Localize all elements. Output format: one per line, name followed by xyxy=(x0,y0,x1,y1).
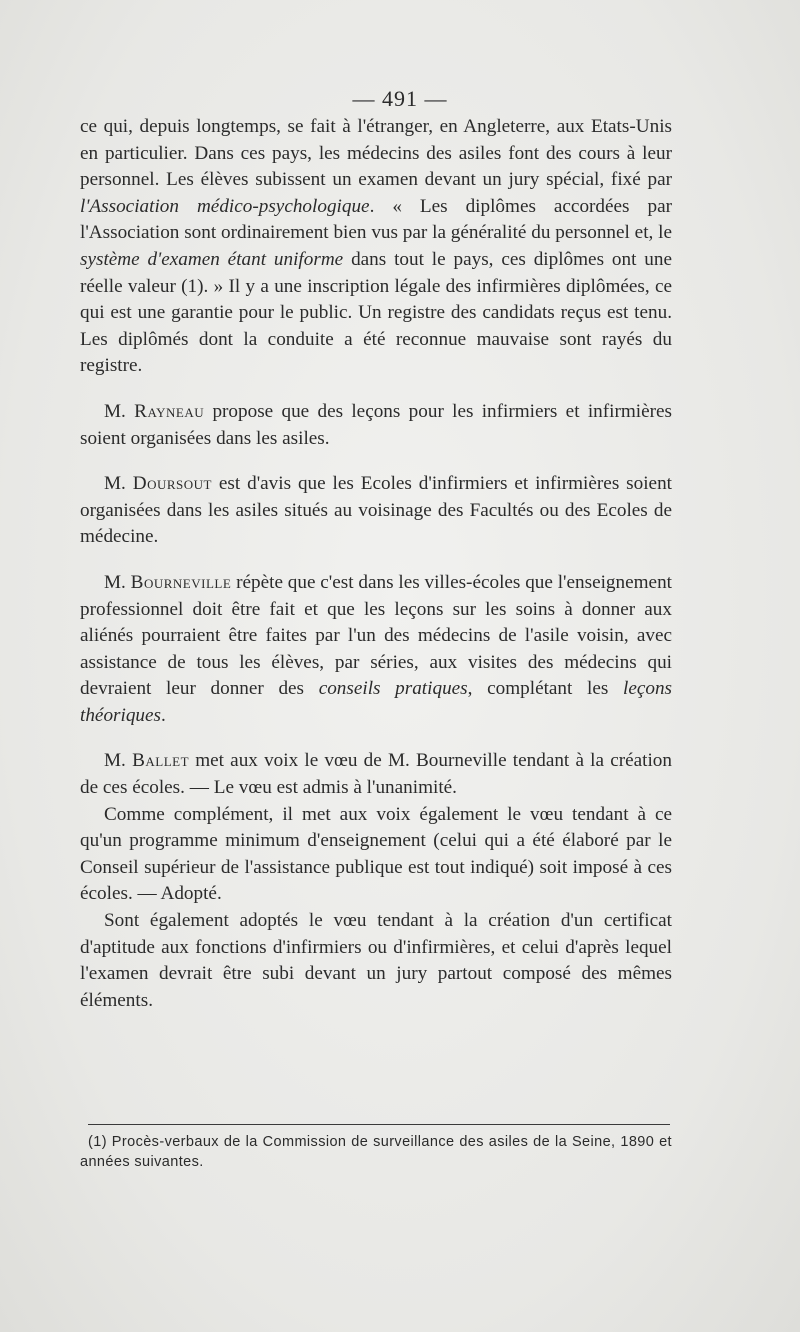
speaker-name: Ballet xyxy=(132,750,190,772)
paragraph-text: ce qui, depuis longtemps, se fait à l'étranger, en Angleterre, aux Etats-Unis en particulier. Dans ces pays, les médecins des asiles font des cours à leur personnel. Les élèves subissent un examen devant un jury spécial, fixé par xyxy=(80,116,672,191)
paragraph-text: dans tout le pays, ces diplômes ont une réelle valeur (1). » Il y a une inscription légale des infirmières diplômées, ce qui est une garantie pour le public. Un registre des candidats reçus est tenu. Les diplômés dont la conduite a été reconnue mauvaise sont rayés du registre. xyxy=(80,248,672,377)
paragraph-text: . xyxy=(161,704,166,726)
paragraph-text: est d'avis que les Ecoles d'infirmiers et infirmières soient organisées dans les asiles situés au voisinage des Facultés ou des Ecoles de médecine. xyxy=(80,473,672,548)
paragraph-text: répète que c'est dans les villes-écoles que l'enseignement professionnel doit être fait et que les leçons sur les soins à donner aux aliénés pourraient être faites par l'un des médecins de l'asile voisin, avec assistance de tous les élèves, par séries, aux visites des médecins qui devraient leur donner des xyxy=(80,571,672,700)
paragraph-bourneville xyxy=(80,570,672,730)
italic-practical-advice: conseils pratiques xyxy=(318,678,468,700)
paragraph-text: met aux voix le vœu de M. Bourneville tendant à la création de ces écoles. — Le vœu est admis à l'unanimité. xyxy=(80,750,672,799)
italic-association-name: l'Association médico-psychologique xyxy=(80,195,370,217)
paragraph-foreign-schools xyxy=(80,114,672,380)
page-number: — 491 — xyxy=(352,86,448,111)
speaker-prefix: M. xyxy=(104,750,133,772)
italic-exam-system: système d'examen étant uniforme xyxy=(80,248,344,270)
body-text xyxy=(80,114,672,1014)
paragraph-rayneau xyxy=(80,399,672,452)
paragraph-text: , complétant les xyxy=(467,678,623,700)
paragraph-doursout xyxy=(80,471,672,551)
footnote-divider xyxy=(88,1124,670,1125)
paragraph-text: . « Les diplômes accordées par l'Association sont ordinairement bien vus par la généralité du personnel et, le xyxy=(80,195,672,244)
paragraph-text: propose que des leçons pour les infirmiers et infirmières soient organisées dans les asiles. xyxy=(80,400,672,449)
italic-theoretical-lessons: leçons théoriques xyxy=(80,678,673,726)
speaker-name: Rayneau xyxy=(134,400,205,422)
speaker-prefix: M. xyxy=(104,473,133,495)
footnote: (1) Procès-verbaux de la Commission de surveillance des asiles de la Seine, 1890 et années suivantes. xyxy=(80,1134,672,1170)
speaker-name: Doursout xyxy=(132,473,213,495)
paragraph-adopted-wishes: Sont également adoptés le vœu tendant à la création d'un certificat d'aptitude aux fonctions d'infirmiers ou d'infirmières, et celui d'après lequel l'examen devrait être subi devant un jury partout composé des mêmes éléments. xyxy=(80,910,672,1011)
speaker-prefix: M. xyxy=(104,571,131,593)
paragraph-complement: Comme complément, il met aux voix également le vœu tendant à ce qu'un programme minimum d'enseignement (celui qui a été élaboré par le Conseil supérieur de l'assistance publique est tout indiqué) soit imposé à ces écoles. — Adopté. xyxy=(80,803,672,905)
speaker-name: Bourneville xyxy=(130,571,232,593)
speaker-prefix: M. xyxy=(104,400,135,422)
paragraph-ballet xyxy=(80,748,672,801)
